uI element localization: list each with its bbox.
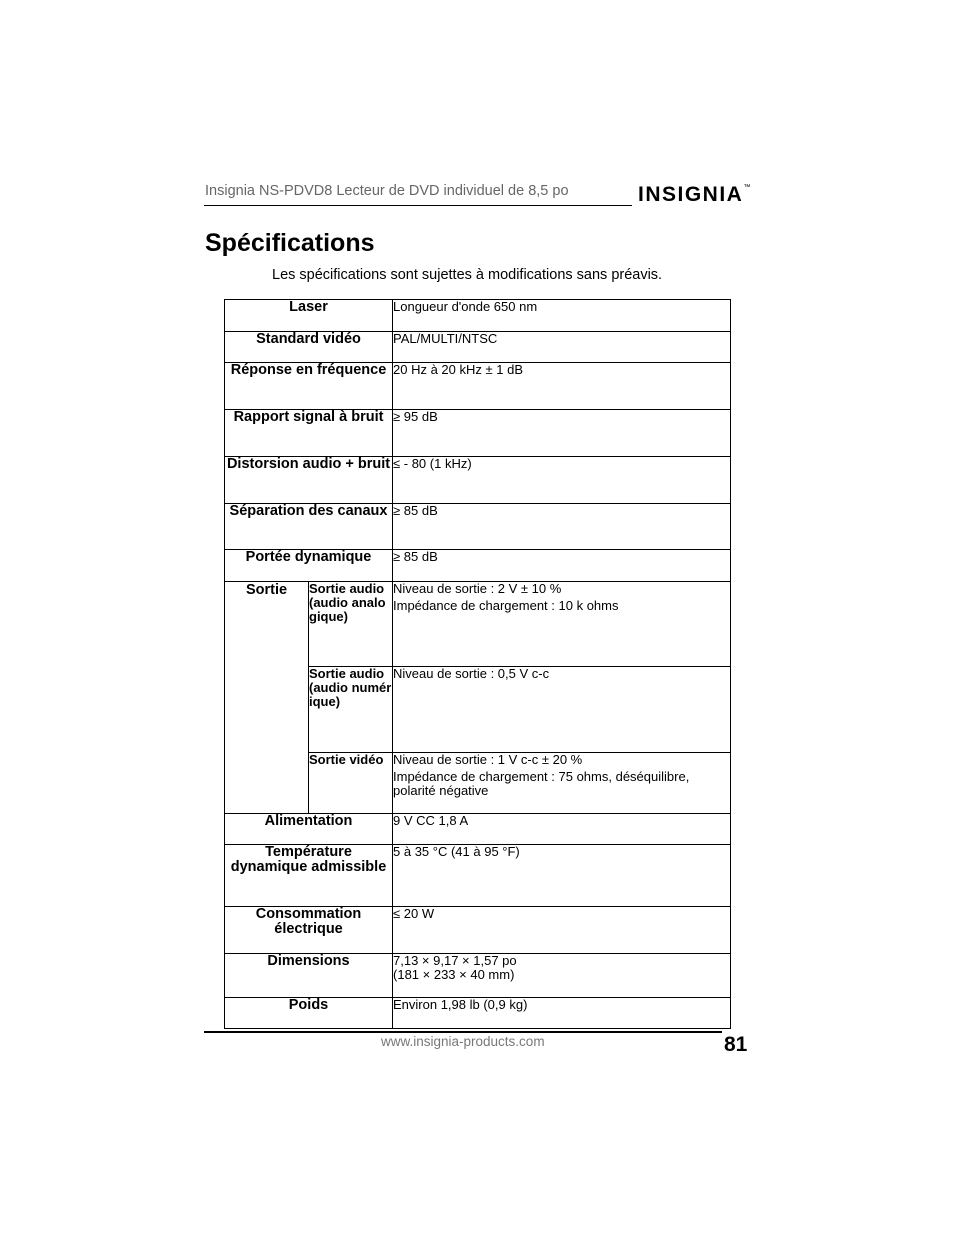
specifications-table	[224, 299, 731, 1029]
spec-value-line: 7,13 × 9,17 × 1,57 po	[393, 953, 517, 968]
spec-value: ≤ - 80 (1 kHz)	[393, 457, 731, 504]
spec-label: Standard vidéo	[225, 332, 393, 363]
spec-label: Réponse en fréquence	[225, 363, 393, 410]
insignia-logo	[638, 183, 750, 207]
table-row	[225, 363, 731, 410]
table-row	[225, 845, 731, 907]
spec-label: Laser	[225, 300, 393, 332]
spec-value: Longueur d'onde 650 nm	[393, 300, 731, 332]
spec-label: Dimensions	[225, 954, 393, 998]
spec-value: 9 V CC 1,8 A	[393, 814, 731, 845]
page-number: 81	[724, 1033, 748, 1056]
spec-label: Distorsion audio + bruit	[225, 457, 393, 504]
table-row	[225, 954, 731, 998]
spec-value	[393, 667, 731, 753]
spec-label: Rapport signal à bruit	[225, 410, 393, 457]
table-row	[225, 332, 731, 363]
table-row	[225, 814, 731, 845]
spec-sublabel: Sortie audio (audio analogique)	[309, 582, 393, 667]
table-row	[225, 582, 731, 667]
table-row	[225, 550, 731, 582]
footer-url: www.insignia-products.com	[381, 1034, 545, 1049]
spec-label: Portée dynamique	[225, 550, 393, 582]
spec-value-line: Impédance de chargement : 10 k ohms	[393, 598, 619, 613]
table-row	[225, 504, 731, 550]
spec-label: Alimentation	[225, 814, 393, 845]
page-title: Spécifications	[205, 229, 375, 257]
spec-value: ≤ 20 W	[393, 907, 731, 954]
spec-value: PAL/MULTI/NTSC	[393, 332, 731, 363]
table-row	[225, 300, 731, 332]
spec-sublabel: Sortie vidéo	[309, 753, 393, 814]
spec-value	[393, 954, 731, 998]
spec-label: Poids	[225, 998, 393, 1029]
table-row	[225, 907, 731, 954]
spec-label: Consommation électrique	[225, 907, 393, 954]
spec-value-line: (181 × 233 × 40 mm)	[393, 967, 515, 982]
spec-value: ≥ 85 dB	[393, 550, 731, 582]
spec-label: Séparation des canaux	[225, 504, 393, 550]
table-row	[225, 998, 731, 1029]
page-subtitle: Les spécifications sont sujettes à modifications sans préavis.	[272, 267, 663, 283]
spec-sublabel: Sortie audio (audio numérique)	[309, 667, 393, 753]
spec-value: Environ 1,98 lb (0,9 kg)	[393, 998, 731, 1029]
spec-value	[393, 753, 731, 814]
spec-value: ≥ 85 dB	[393, 504, 731, 550]
spec-value	[393, 582, 731, 667]
table-row	[225, 457, 731, 504]
spec-label: Température dynamique admissible	[225, 845, 393, 907]
footer-divider	[204, 1031, 722, 1033]
spec-value-line: Impédance de chargement : 75 ohms, déséquilibre, polarité négative	[393, 769, 690, 798]
spec-value: ≥ 95 dB	[393, 410, 731, 457]
header-divider	[204, 205, 632, 206]
spec-label-output: Sortie	[225, 582, 309, 814]
spec-value-line: Niveau de sortie : 2 V ± 10 %	[393, 581, 562, 596]
spec-value: 20 Hz à 20 kHz ± 1 dB	[393, 363, 731, 410]
table-row	[225, 410, 731, 457]
spec-value-line: Niveau de sortie : 0,5 V c-c	[393, 666, 550, 681]
spec-value: 5 à 35 °C (41 à 95 °F)	[393, 845, 731, 907]
header-doc-title: Insignia NS-PDVD8 Lecteur de DVD individuel de 8,5 po	[205, 183, 569, 199]
logo-text: INSIGNIA	[638, 183, 744, 206]
spec-value-line: Niveau de sortie : 1 V c-c ± 20 %	[393, 752, 583, 767]
logo-trademark: ™	[743, 184, 751, 191]
